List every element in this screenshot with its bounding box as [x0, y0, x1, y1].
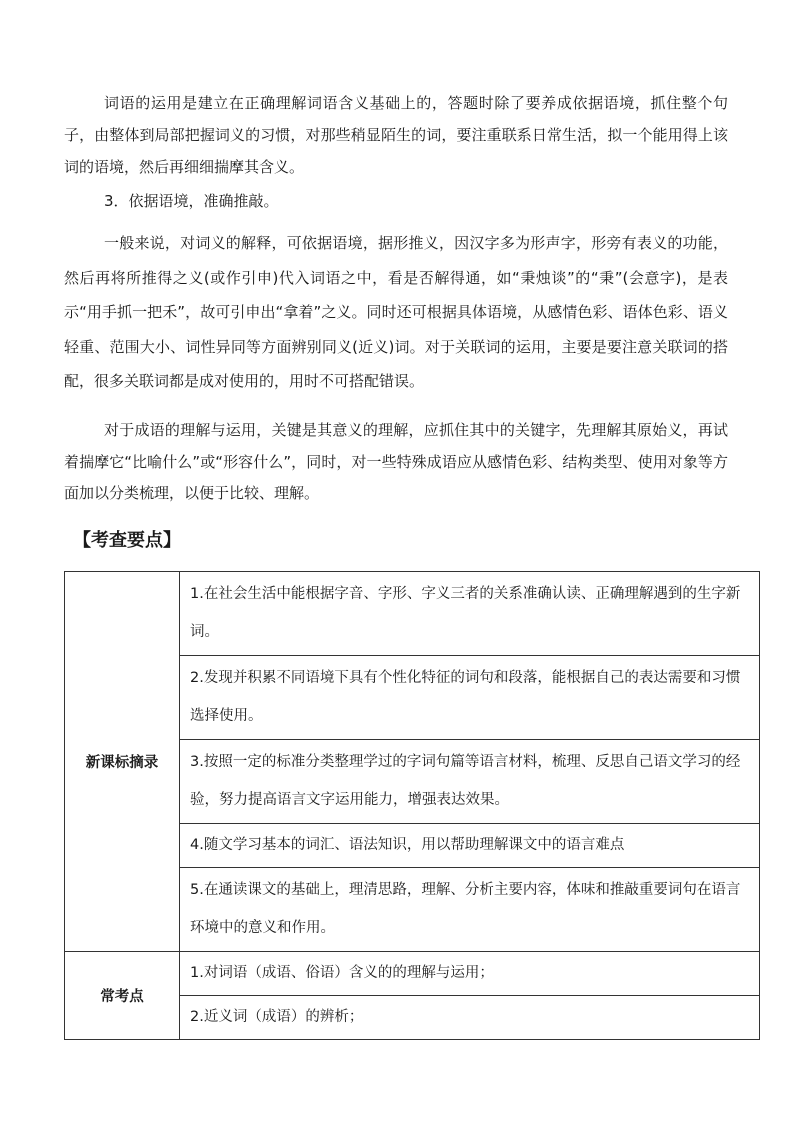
paragraph-point-3-heading: 3．依据语境，准确推敲。	[104, 192, 279, 210]
standards-item-1: 1.在社会生活中能根据字音、字形、字义三者的关系准确认读、正确理解遇到的生字新词。	[180, 572, 760, 656]
paragraph-word-usage: 词语的运用是建立在正确理解词语含义基础上的，答题时除了要养成依据语境，抓住整个句子，由整体到局部把握词义的习惯，对那些稍显陌生的词，要注重联系日常生活，拟一个能用得上该词的语境，然后再细细揣摩其含义。	[64, 94, 728, 176]
standards-item-4: 4.随文学习基本的词汇、语法知识，用以帮助理解课文中的语言难点	[180, 824, 760, 868]
standards-label: 新课标摘录	[65, 572, 180, 952]
common-point-1: 1.对词语（成语、俗语）含义的的理解与运用；	[180, 952, 760, 996]
paragraph-context-inference: 一般来说，对词义的解释，可依据语境，据形推义，因汉字多为形声字，形旁有表义的功能，然后再将所推得之义(或作引申)代入词语之中，看是否解得通，如“秉烛谈”的“秉”(会意字)，是表示“用手抓一把禾”，故可引申出“拿着”之义。同时还可根据具体语境，从感情色彩、语体色彩、语义轻重、范围大小、词性异同等方面辨别同义(近义)词。对于关联词的运用，主要是要注意关联词的搭配，很多关联词都是成对使用的，用时不可搭配错误。	[64, 234, 728, 390]
common-point-2: 2.近义词（成语）的辨析；	[180, 996, 760, 1040]
table-row	[65, 572, 760, 656]
common-points-label: 常考点	[65, 952, 180, 1040]
standards-item-3: 3.按照一定的标准分类整理学过的字词句篇等语言材料，梳理、反思自己语文学习的经验，努力提高语言文字运用能力，增强表达效果。	[180, 740, 760, 824]
exam-points-table	[64, 571, 760, 1040]
section-heading: 【考查要点】	[73, 530, 181, 551]
table-row	[65, 952, 760, 996]
standards-item-2: 2.发现并积累不同语境下具有个性化特征的词句和段落，能根据自己的表达需要和习惯选择使用。	[180, 656, 760, 740]
paragraph-idiom-usage: 对于成语的理解与运用，关键是其意义的理解，应抓住其中的关键字，先理解其原始义，再试着揣摩它“比喻什么”或“形容什么”，同时，对一些特殊成语应从感情色彩、结构类型、使用对象等方面加以分类梳理，以便于比较、理解。	[64, 421, 728, 502]
standards-item-5: 5.在通读课文的基础上，理清思路，理解、分析主要内容，体味和推敲重要词句在语言环境中的意义和作用。	[180, 868, 760, 952]
